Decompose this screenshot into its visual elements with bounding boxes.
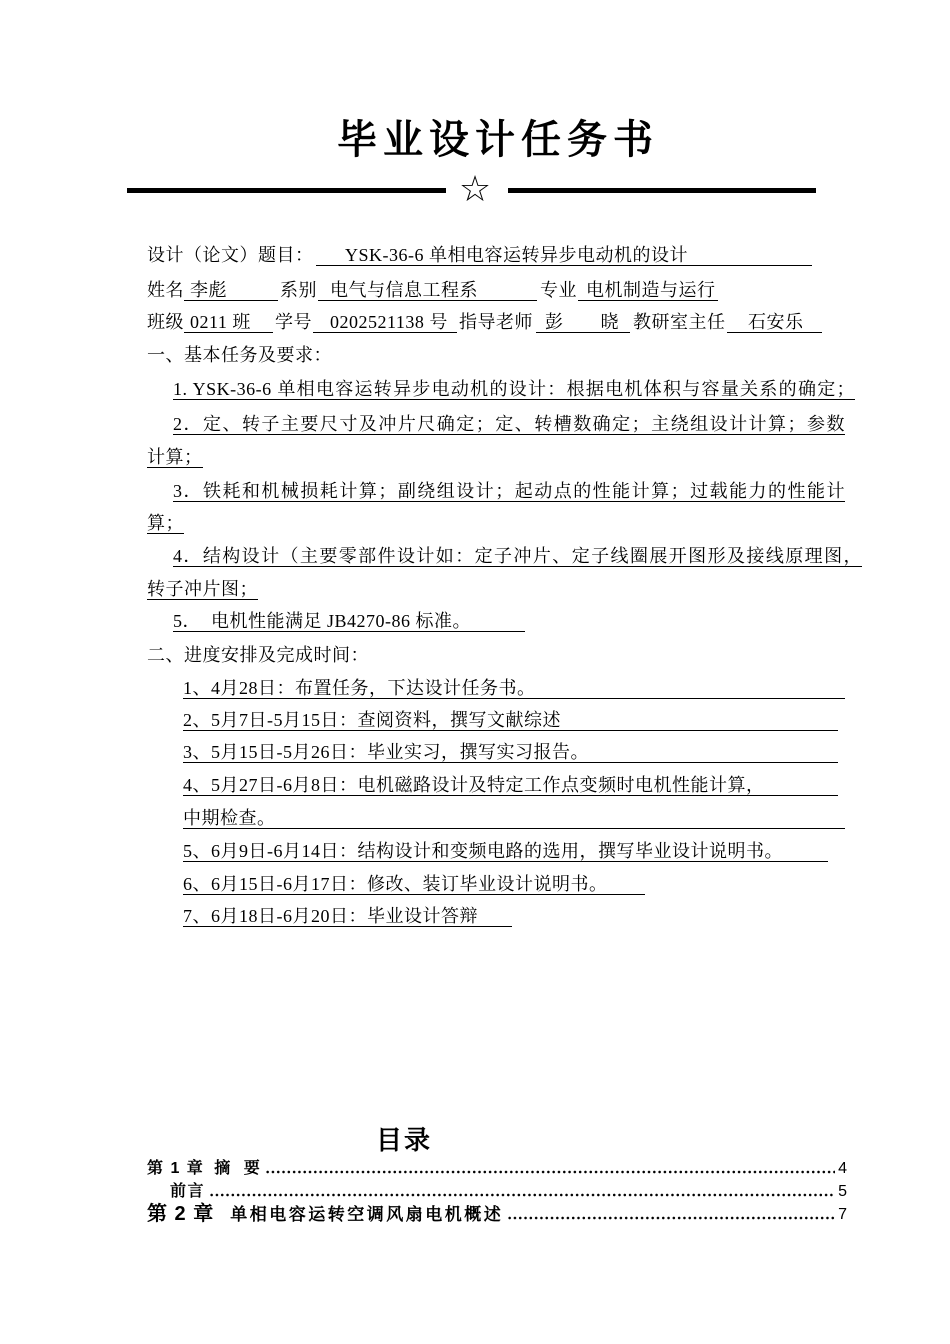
toc-entry-chapter-2[interactable] [147, 1203, 847, 1225]
director-label: 教研室主任 [633, 312, 726, 332]
schedule-heading [147, 644, 369, 666]
toc-entry-title: 单相电容运转空调风扇电机概述 [230, 1205, 504, 1224]
department-value: 电气与信息工程系 [318, 280, 537, 301]
toc-leader [265, 1170, 835, 1174]
schedule-item-line: 2、5月7日-5月15日：查阅资料，撰写文献综述 [183, 710, 838, 731]
schedule-item-line: 3、5月15日-5月26日：毕业实习，撰写实习报告。 [183, 742, 838, 763]
task-item-line: 算； [147, 513, 184, 533]
student-info-row [147, 279, 718, 301]
toc-chapter: 第 2 章 [147, 1203, 215, 1225]
class-label: 班级 [147, 312, 184, 332]
student-id-value: 0202521138 号 [313, 312, 457, 333]
toc-leader [507, 1216, 835, 1220]
schedule-item-line: 5、6月9日-6月14日：结构设计和变频电路的选用，撰写毕业设计说明书。 [183, 841, 828, 862]
toc-entry-title: 摘 要 [214, 1160, 262, 1177]
title-rule-left [127, 188, 446, 193]
schedule-item-line: 4、5月27日-6月8日：电机磁路设计及特定工作点变频时电机性能计算， [183, 775, 838, 796]
student-id-label: 学号 [275, 312, 312, 332]
task-item-1 [173, 378, 855, 400]
name-label: 姓名 [147, 280, 184, 300]
schedule-item-4-continued [183, 807, 845, 829]
schedule-item-line: 7、6月18日-6月20日：毕业设计答辩 [183, 906, 512, 927]
schedule-item-4 [183, 774, 838, 796]
schedule-item-1 [183, 677, 845, 699]
schedule-item-line: 1、4月28日：布置任务，下达设计任务书。 [183, 678, 845, 699]
department-label: 系别 [280, 280, 317, 300]
topic-label: 设计（论文）题目： [147, 245, 314, 265]
schedule-item-7 [183, 905, 512, 927]
schedule-item-2 [183, 709, 838, 731]
toc-page-number: 7 [838, 1206, 847, 1223]
topic-value: YSK-36-6 单相电容运转异步电动机的设计 [316, 245, 812, 266]
schedule-item-6 [183, 873, 645, 895]
toc-entry-title: 前言 [170, 1183, 206, 1200]
task-item-line: 4．结构设计（主要零部件设计如：定子冲片、定子线圈展开图形及接线原理图， [173, 546, 862, 566]
name-value: 李彪 [184, 280, 278, 301]
director-value: 石安乐 [727, 312, 822, 333]
section-heading: 二、进度安排及完成时间： [147, 645, 369, 665]
toc-entry-chapter-1[interactable] [147, 1157, 847, 1179]
task-item-line: 计算； [147, 447, 203, 467]
task-item-5 [173, 610, 525, 632]
schedule-item-line: 中期检查。 [183, 808, 845, 829]
toc-heading: 目录 [376, 1125, 433, 1155]
task-item-3 [173, 480, 845, 502]
star-icon [455, 168, 495, 212]
task-item-line: 3．铁耗和机械损耗计算；副绕组设计；起动点的性能计算；过载能力的性能计 [173, 481, 845, 501]
toc-page-number: 5 [838, 1183, 847, 1200]
toc-entry-preface[interactable] [147, 1180, 847, 1202]
task-item-line: 5． 电机性能满足 JB4270-86 标准。 [173, 611, 525, 632]
task-item-4-continued [147, 578, 258, 600]
schedule-item-5 [183, 840, 828, 862]
task-item-4 [173, 545, 862, 567]
title-rule-right [508, 188, 816, 193]
task-item-2 [173, 413, 845, 435]
schedule-item-line: 6、6月15日-6月17日：修改、装订毕业设计说明书。 [183, 874, 645, 895]
class-value: 0211 班 [184, 312, 273, 333]
schedule-item-3 [183, 741, 838, 763]
task-item-3-continued [147, 512, 184, 534]
class-info-row [147, 311, 822, 333]
advisor-value: 彭 晓 [536, 312, 630, 333]
basic-tasks-heading [147, 344, 332, 366]
toc-page-number: 4 [838, 1160, 847, 1177]
major-label: 专业 [540, 280, 577, 300]
task-item-line: 1. YSK-36-6 单相电容运转异步电动机的设计：根据电机体积与容量关系的确定； [173, 379, 855, 399]
task-item-line: 2．定、转子主要尺寸及冲片尺确定；定、转槽数确定；主绕组设计计算；参数 [173, 414, 845, 434]
toc-chapter: 第 1 章 [147, 1160, 205, 1177]
major-value: 电机制造与运行 [578, 280, 718, 301]
section-heading: 一、基本任务及要求： [147, 345, 332, 365]
advisor-label: 指导老师 [459, 312, 533, 332]
task-item-line: 转子冲片图； [147, 579, 258, 599]
toc-leader [209, 1193, 835, 1197]
document-title: 毕业设计任务书 [337, 117, 659, 162]
task-item-2-continued [147, 446, 203, 468]
topic-row [147, 244, 812, 266]
